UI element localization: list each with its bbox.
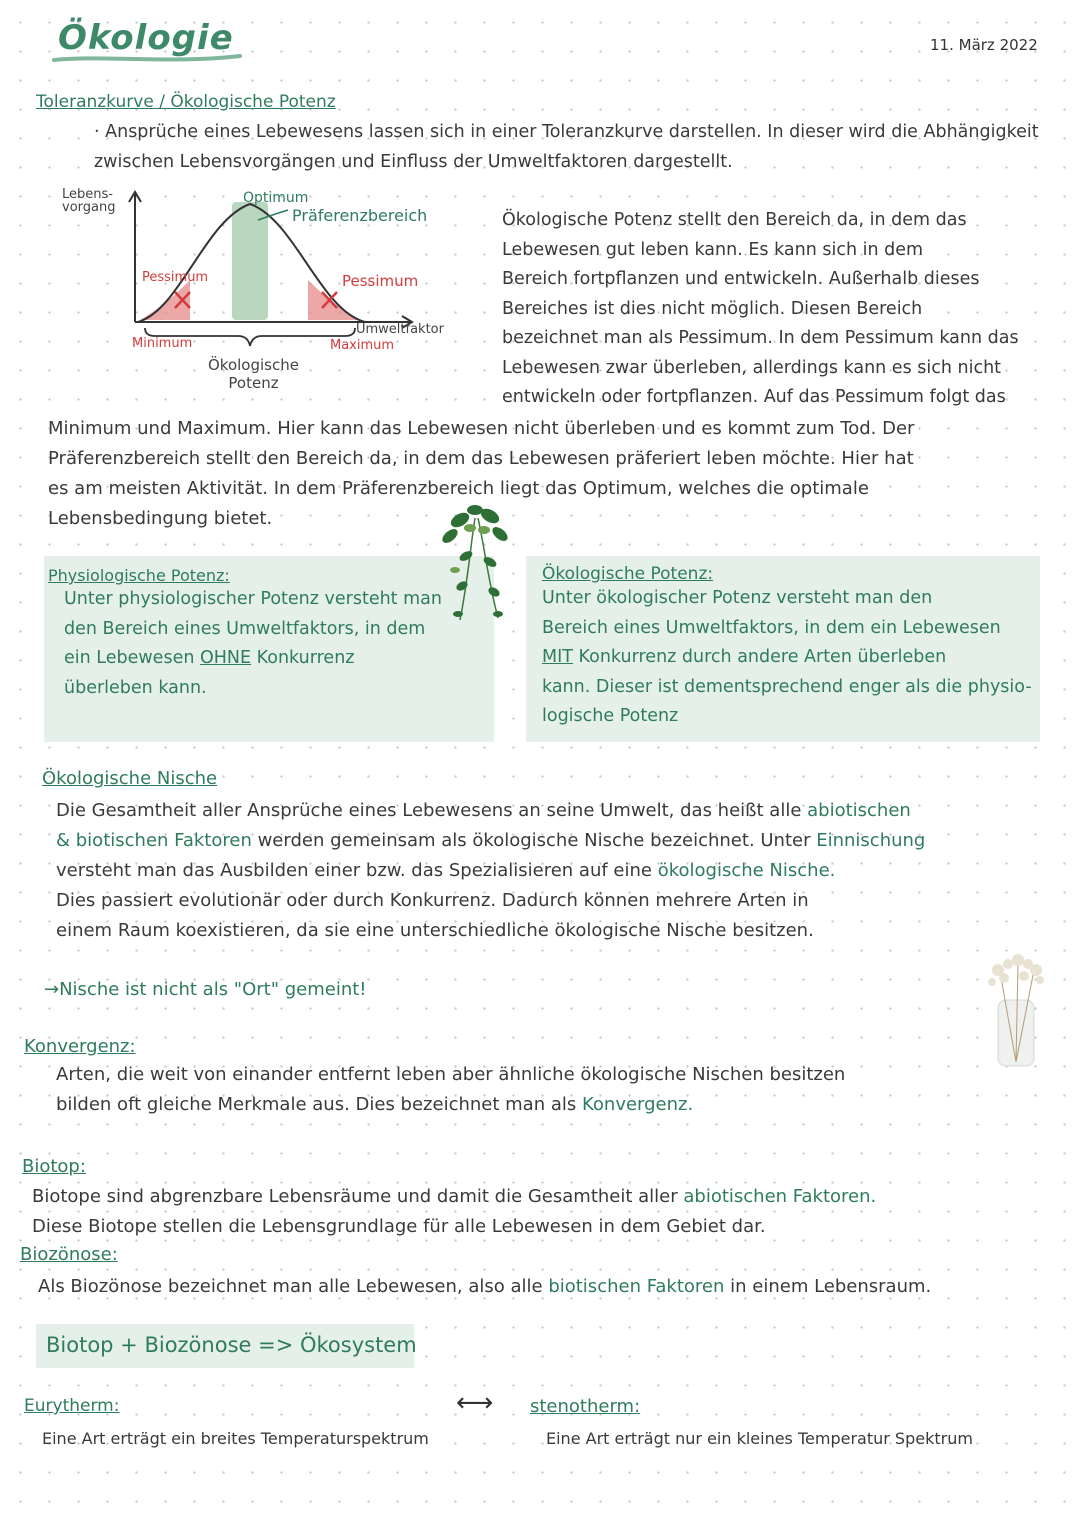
- biozoenose-l1c: in einem Lebensraum.: [724, 1276, 932, 1297]
- oeko-potenz-line: kann. Dieser ist dementsprechend enger als die physio-: [542, 676, 1032, 697]
- konvergenz-l2b: Konvergenz.: [581, 1094, 694, 1115]
- toleranz-full-text: [48, 414, 1068, 534]
- physio-line-3-post: Konkurrenz: [251, 648, 355, 668]
- physio-line: überleben kann.: [64, 677, 207, 698]
- nische-text: [56, 796, 1066, 946]
- full-line: Lebensbedingung bietet.: [48, 508, 273, 529]
- physio-heading: Physiologische Potenz:: [48, 566, 230, 585]
- toleranz-heading: Toleranzkurve / Ökologische Potenz: [36, 92, 336, 112]
- biotop-heading: Biotop:: [22, 1156, 86, 1177]
- physio-line-3-pre: ein Lebewesen: [64, 648, 200, 668]
- right-line: bezeichnet man als Pessimum. In dem Pessimum kann das: [502, 328, 1019, 348]
- konvergenz-line-2: [56, 1090, 1066, 1120]
- biotop-l1a: Biotope sind abgrenzbare Lebensräume und damit die Gesamtheit aller: [32, 1186, 684, 1207]
- right-line: entwickeln oder fortpflanzen. Auf das Pessimum folgt das: [502, 387, 1006, 407]
- nische-l1b: abiotischen: [807, 800, 911, 821]
- chart-pessimum-left: Pessimum: [142, 270, 209, 285]
- flower-vase-decoration: [978, 952, 1058, 1072]
- biotop-line-2: Diese Biotope stellen die Lebensgrundlage für alle Lebewesen in dem Gebiet dar.: [32, 1216, 766, 1237]
- right-line: Lebewesen zwar überleben, allerdings kann es sich nicht: [502, 357, 1002, 378]
- biotop-text: [32, 1182, 1072, 1242]
- page-title: Ökologie: [58, 18, 234, 58]
- full-line: es am meisten Aktivität. In dem Präferenzbereich liegt das Optimum, welches die optimale: [48, 478, 869, 499]
- plant-decoration: [430, 500, 520, 630]
- title-underline: [52, 52, 242, 66]
- nische-note: →Nische ist nicht als "Ort" gemeint!: [44, 979, 367, 1000]
- nische-heading: Ökologische Nische: [42, 768, 218, 789]
- konvergenz-heading: Konvergenz:: [24, 1036, 136, 1057]
- right-line: Bereich fortpflanzen und entwickeln. Außerhalb dieses: [502, 269, 980, 289]
- right-line: Lebewesen gut leben kann. Es kann sich in dem: [502, 239, 924, 260]
- chart-potenz-label: Ökologische Potenz: [208, 356, 299, 392]
- nische-l2b: werden gemeinsam als ökologische Nische bezeichnet. Unter: [251, 830, 817, 851]
- chart-praeferenz-label: Präferenzbereich: [292, 206, 428, 225]
- konvergenz-l2a: bilden oft gleiche Merkmale aus. Dies bezeichnet man als: [56, 1094, 582, 1115]
- oeko-potenz-heading: Ökologische Potenz:: [542, 564, 714, 584]
- nische-l3b: ökologische Nische.: [657, 860, 836, 881]
- biozoenose-line: [38, 1272, 1068, 1302]
- nische-l3a: versteht man das Ausbilden einer bzw. das Spezialisieren auf eine: [56, 860, 658, 881]
- nische-line-1: [56, 796, 1066, 826]
- biozoenose-l1a: Als Biozönose bezeichnet man alle Lebewesen, also alle: [38, 1276, 549, 1297]
- chart-x-label: Umweltfaktor: [356, 322, 444, 337]
- chart-minimum: Minimum: [132, 336, 193, 351]
- right-line: Ökologische Potenz stellt den Bereich da, in dem das: [502, 210, 967, 230]
- full-line: Präferenzbereich stellt den Bereich da, in dem das Lebewesen präferiert leben möchte. Hier hat: [48, 448, 914, 469]
- nische-line-4: Dies passiert evolutionär oder durch Konkurrenz. Dadurch können mehrere Arten in: [56, 890, 809, 911]
- oeko-potenz-content: [542, 564, 1036, 732]
- oeko-potenz-line-3: [542, 643, 1036, 673]
- eury-heading: Eurytherm:: [24, 1396, 120, 1416]
- toleranz-right-text: [502, 206, 1062, 413]
- oeko-potenz-line: Unter ökologischer Potenz versteht man den: [542, 588, 933, 608]
- oeko-potenz-line-3-post: Konkurrenz durch andere Arten überleben: [572, 647, 947, 667]
- nische-l2c: Einnischung: [816, 830, 926, 851]
- nische-line-3: [56, 856, 1066, 886]
- full-line: Minimum und Maximum. Hier kann das Lebewesen nicht überleben und es kommt zum Tod. Der: [48, 418, 915, 439]
- chart-pessimum-right: Pessimum: [342, 272, 419, 290]
- physio-ohne: OHNE: [199, 648, 252, 668]
- formula-text: Biotop + Biozönose => Ökosystem: [46, 1333, 417, 1357]
- physio-line: Unter physiologischer Potenz versteht man: [64, 589, 442, 609]
- nische-l1a: Die Gesamtheit aller Ansprüche eines Lebewesens an seine Umwelt, das heißt alle: [56, 800, 808, 821]
- toleranz-intro-1: · Ansprüche eines Lebewesens lassen sich in einer Toleranzkurve darstellen. In dieser wird die Abhängigkeit: [94, 122, 1039, 142]
- physio-line: den Bereich eines Umweltfaktors, in dem: [64, 618, 426, 639]
- toleranz-intro-2: zwischen Lebensvorgängen und Einfluss der Umweltfaktoren dargestellt.: [94, 152, 733, 172]
- oeko-potenz-line: logische Potenz: [542, 706, 679, 726]
- right-line: Bereiches ist dies nicht möglich. Diesen Bereich: [502, 298, 923, 319]
- eury-text: Eine Art erträgt ein breites Temperaturspektrum: [42, 1429, 429, 1448]
- konvergenz-line-1: Arten, die weit von einander entfernt leben aber ähnliche ökologische Nischen besitzen: [56, 1064, 846, 1085]
- konvergenz-text: [56, 1060, 1066, 1120]
- chart-y-label: Lebens- vorgang: [62, 187, 116, 215]
- physio-content: [48, 566, 488, 703]
- steno-text: Eine Art erträgt nur ein kleines Temperatur Spektrum: [546, 1429, 973, 1448]
- steno-heading: stenotherm:: [530, 1396, 641, 1417]
- biotop-line-1: [32, 1182, 1072, 1212]
- oeko-potenz-mit: MIT: [542, 647, 573, 667]
- optimum-band: [232, 202, 268, 320]
- page-date: 11. März 2022: [930, 36, 1038, 54]
- physio-line-3: [64, 644, 488, 674]
- oeko-potenz-line: Bereich eines Umweltfaktors, in dem ein Lebewesen: [542, 617, 1001, 638]
- biozoenose-heading: Biozönose:: [20, 1244, 118, 1265]
- nische-l2a: & biotischen Faktoren: [56, 830, 252, 851]
- nische-line-2: [56, 826, 1066, 856]
- biozoenose-l1b: biotischen Faktoren: [548, 1276, 725, 1297]
- chart-maximum: Maximum: [330, 338, 395, 353]
- nische-line-5: einem Raum koexistieren, da sie eine unterschiedliche ökologische Nische besitzen.: [56, 920, 814, 941]
- biotop-l1b: abiotischen Faktoren.: [683, 1186, 877, 1207]
- chart-optimum-label: Optimum: [243, 190, 309, 206]
- double-arrow-icon: ⟷: [456, 1388, 494, 1418]
